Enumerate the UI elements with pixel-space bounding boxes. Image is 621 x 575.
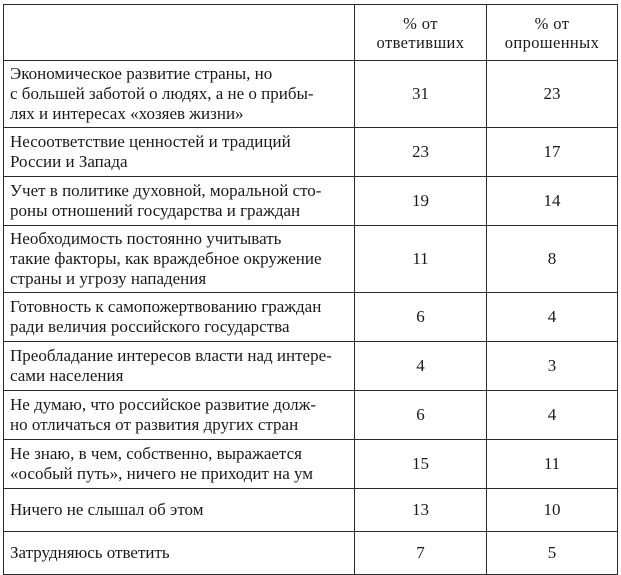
surveyed-value: 23	[487, 61, 618, 128]
survey-results-table	[3, 4, 618, 575]
survey-table-container	[3, 4, 618, 575]
question-line: с большей заботой о людях, а не о прибы-	[10, 84, 314, 103]
header-surveyed	[487, 5, 618, 61]
question-line: «особый путь», ничего не приходит на ум	[10, 464, 314, 483]
respondents-value: 7	[355, 532, 487, 575]
table-header-row	[4, 5, 618, 61]
respondents-value: 19	[355, 177, 487, 226]
respondents-value: 11	[355, 226, 487, 293]
question-line: Несоответствие ценностей и традиций	[10, 132, 291, 151]
row-question	[4, 342, 355, 391]
table-row	[4, 489, 618, 532]
question-line: Затрудняюсь ответить	[10, 543, 170, 562]
question-line: Ничего не слышал об этом	[10, 500, 204, 519]
surveyed-value: 4	[487, 293, 618, 342]
row-question	[4, 293, 355, 342]
row-question	[4, 61, 355, 128]
surveyed-value: 10	[487, 489, 618, 532]
row-question	[4, 177, 355, 226]
row-question	[4, 128, 355, 177]
question-line: Готовность к самопожертвованию граждан	[10, 297, 322, 316]
respondents-value: 15	[355, 440, 487, 489]
table-row	[4, 532, 618, 575]
question-line: Экономическое развитие страны, но	[10, 64, 273, 83]
respondents-value: 6	[355, 293, 487, 342]
row-question	[4, 489, 355, 532]
respondents-value: 23	[355, 128, 487, 177]
surveyed-value: 8	[487, 226, 618, 293]
table-row	[4, 61, 618, 128]
surveyed-value: 17	[487, 128, 618, 177]
question-line: Необходимость постоянно учитывать	[10, 229, 282, 248]
header-respondents-line2: ответивших	[376, 32, 465, 52]
question-line: Преобладание интересов власти над интере-	[10, 346, 332, 365]
header-question	[4, 5, 355, 61]
surveyed-value: 11	[487, 440, 618, 489]
table-row	[4, 342, 618, 391]
respondents-value: 4	[355, 342, 487, 391]
question-line: роны отношений государства и граждан	[10, 201, 301, 220]
surveyed-value: 4	[487, 391, 618, 440]
question-line: сами населения	[10, 366, 124, 385]
question-line: но отличаться от развития других стран	[10, 415, 299, 434]
question-line: Не знаю, в чем, собственно, выражается	[10, 444, 302, 463]
row-question	[4, 440, 355, 489]
respondents-value: 6	[355, 391, 487, 440]
table-row	[4, 128, 618, 177]
question-line: Учет в политике духовной, моральной сто-	[10, 181, 322, 200]
question-line: такие факторы, как враждебное окружение	[10, 249, 322, 268]
row-question	[4, 532, 355, 575]
table-row	[4, 391, 618, 440]
row-question	[4, 226, 355, 293]
respondents-value: 31	[355, 61, 487, 128]
surveyed-value: 14	[487, 177, 618, 226]
question-line: лях и интересах «хозяев жизни»	[10, 104, 244, 123]
header-respondents	[355, 5, 487, 61]
respondents-value: 13	[355, 489, 487, 532]
question-line: России и Запада	[10, 152, 128, 171]
row-question	[4, 391, 355, 440]
question-line: ради величия российского государства	[10, 317, 290, 336]
header-respondents-line1: % от	[403, 13, 438, 33]
table-row	[4, 440, 618, 489]
table-row	[4, 177, 618, 226]
table-row	[4, 293, 618, 342]
header-surveyed-line2: опрошенных	[504, 32, 600, 52]
question-line: страны и угрозу нападения	[10, 269, 207, 288]
table-row	[4, 226, 618, 293]
surveyed-value: 5	[487, 532, 618, 575]
header-surveyed-line1: % от	[534, 13, 570, 33]
question-line: Не думаю, что российское развитие долж-	[10, 395, 317, 414]
surveyed-value: 3	[487, 342, 618, 391]
